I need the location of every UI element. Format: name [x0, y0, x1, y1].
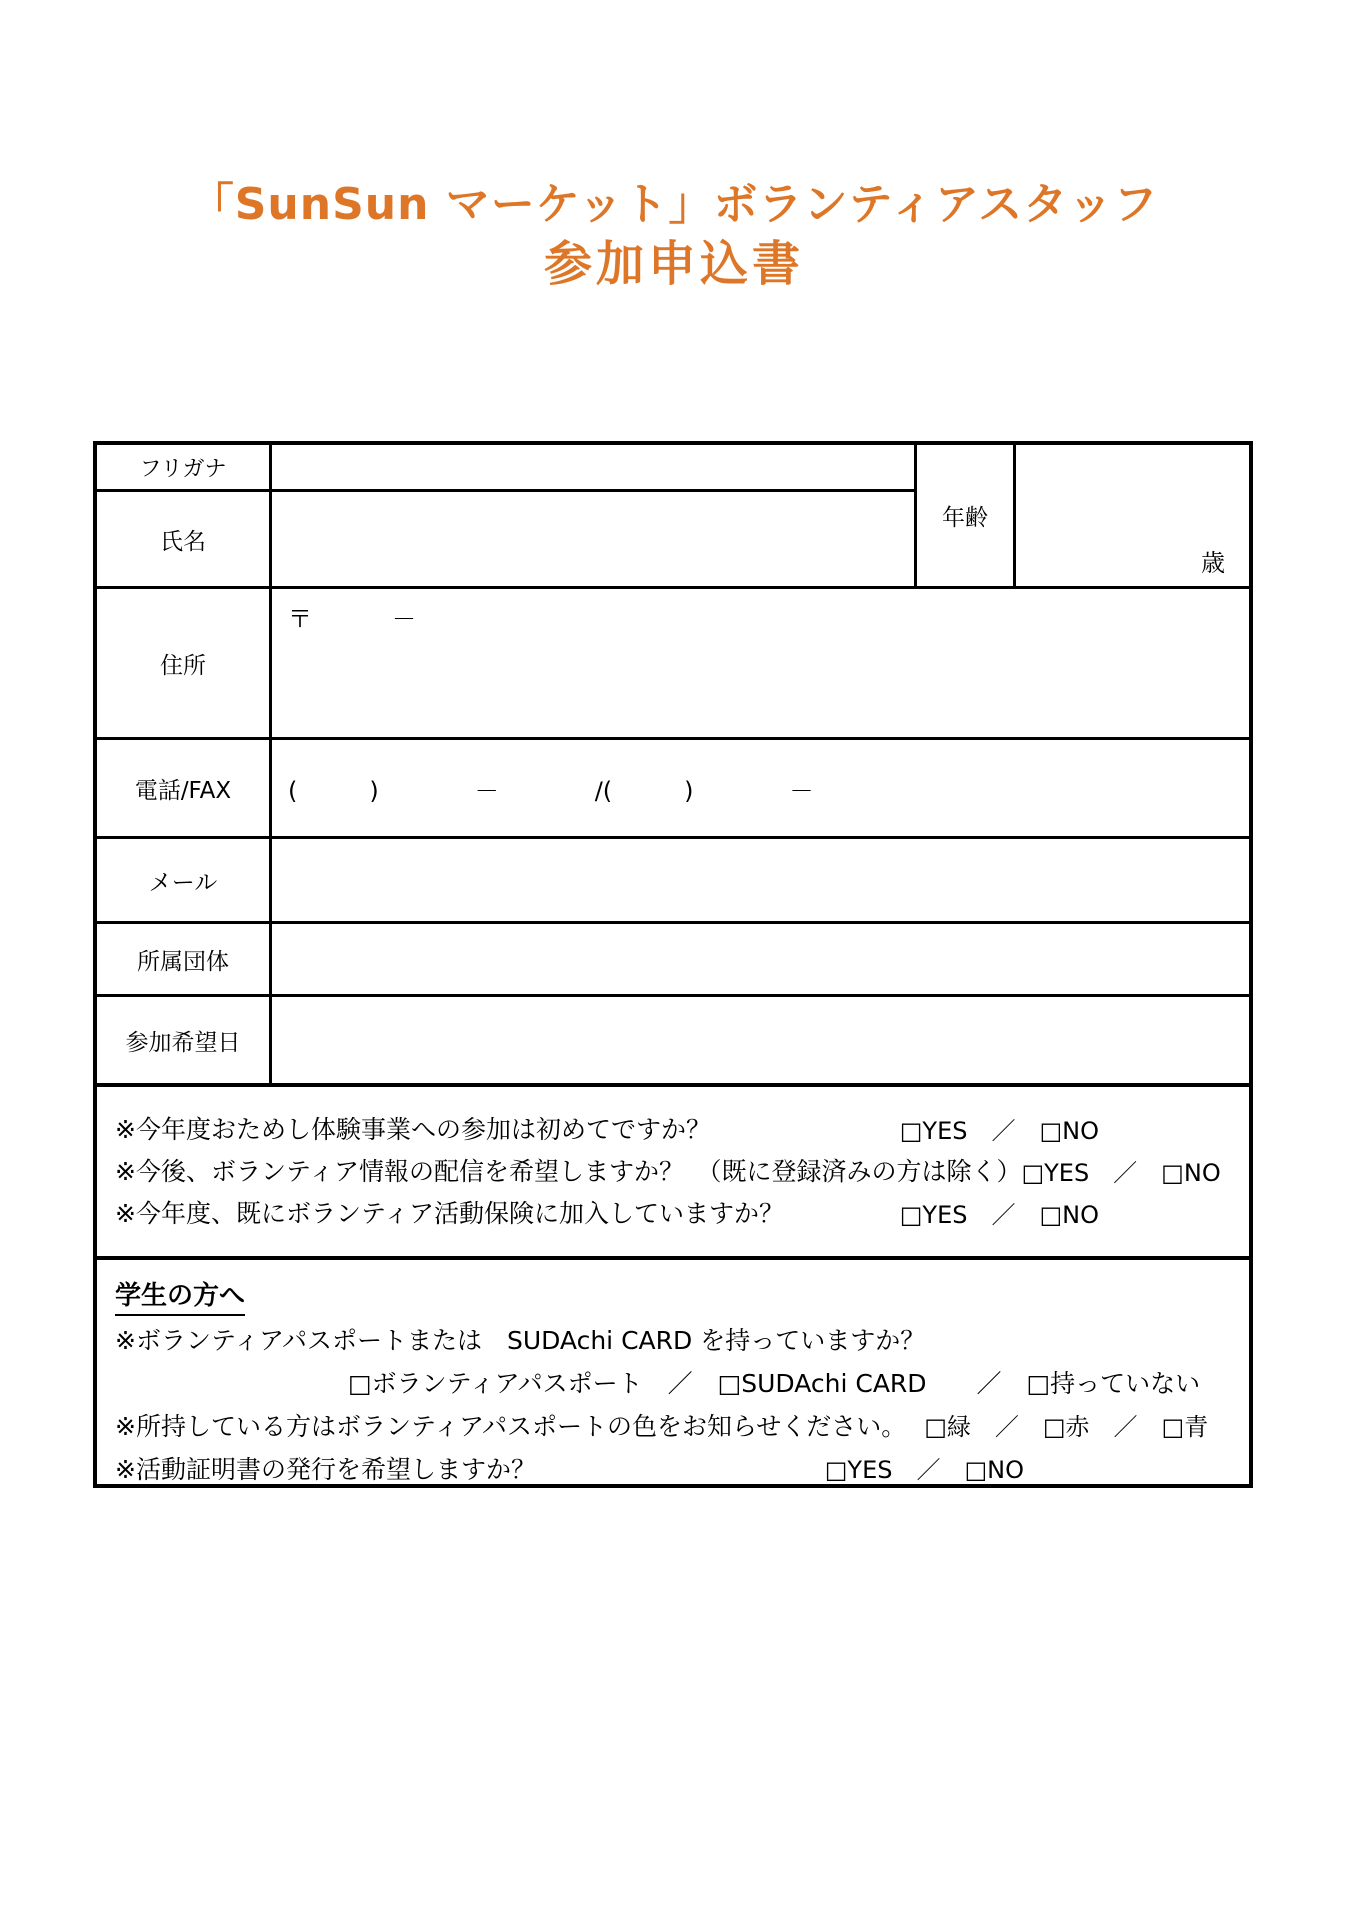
student-passport-question: ※ボランティアパスポートまたは SUDAchi CARD を持っていますか？ [115, 1325, 926, 1355]
page-title [0, 176, 1348, 294]
student-color-question-text: ※所持している方はボランティアパスポートの色をお知らせください。 [115, 1411, 907, 1441]
phone-fax-input-cell[interactable] [269, 737, 1249, 836]
age-label: 年齢 [914, 445, 1013, 586]
page-title-line1: 「SunSun マーケット」ボランティアスタッフ [189, 179, 1159, 230]
email-label: メール [97, 836, 269, 921]
questions-section [97, 1083, 1249, 1256]
question-row-first-time [115, 1107, 1099, 1149]
student-color-option-checkboxes[interactable]: □緑 ／ □赤 ／ □青 [924, 1413, 1209, 1441]
student-section [97, 1256, 1249, 1489]
question-first-time-yes-no-checkboxes[interactable]: □YES ／ □NO [899, 1116, 1099, 1145]
question-info-delivery-yes-no-checkboxes[interactable]: □YES ／ □NO [1021, 1158, 1221, 1187]
question-row-info-delivery [115, 1149, 1221, 1191]
age-input-cell[interactable] [1013, 445, 1249, 586]
address-label: 住所 [97, 586, 269, 737]
organization-input-cell[interactable] [269, 921, 1249, 994]
participation-date-label: 参加希望日 [97, 994, 269, 1083]
application-form-table [93, 441, 1253, 1488]
student-certificate-question-row [115, 1446, 1249, 1489]
furigana-label: フリガナ [139, 456, 227, 482]
participation-date-input-cell[interactable] [269, 994, 1249, 1083]
question-insurance-text: ※今年度、既にボランティア活動保険に加入していますか？ [115, 1199, 784, 1228]
age-unit-label: 歳 [1201, 549, 1225, 577]
furigana-input-cell[interactable] [269, 445, 914, 489]
question-row-insurance [115, 1191, 1099, 1233]
organization-label: 所属団体 [97, 921, 269, 994]
student-heading-text: 学生の方へ [115, 1275, 245, 1316]
question-first-time-text: ※今年度おためし体験事業への参加は初めてですか？ [115, 1115, 711, 1144]
question-info-delivery-text: ※今後、ボランティア情報の配信を希望しますか？ （既に登録済みの方は除く） [115, 1157, 1022, 1186]
postal-code-hint: 〒 － [288, 605, 418, 633]
student-certificate-yes-no-checkboxes[interactable]: □YES ／ □NO [824, 1456, 1024, 1484]
address-input-cell[interactable] [269, 586, 1249, 737]
student-passport-option-checkboxes[interactable]: □ボランティアパスポート ／ □SUDAchi CARD ／ □持っていない [348, 1368, 1201, 1398]
email-input-cell[interactable] [269, 836, 1249, 921]
phone-fax-label: 電話/FAX [97, 737, 269, 836]
page-title-line2: 参加申込書 [543, 236, 804, 292]
phone-format-hint: ( ) － /( ) － [288, 776, 814, 805]
name-input-cell[interactable] [269, 489, 914, 586]
name-label: 氏名 [97, 489, 269, 586]
student-certificate-question-text: ※活動証明書の発行を希望しますか？ [115, 1454, 536, 1484]
student-color-question-row [115, 1403, 1249, 1446]
question-insurance-yes-no-checkboxes[interactable]: □YES ／ □NO [899, 1200, 1099, 1229]
student-section-heading [115, 1274, 1249, 1317]
